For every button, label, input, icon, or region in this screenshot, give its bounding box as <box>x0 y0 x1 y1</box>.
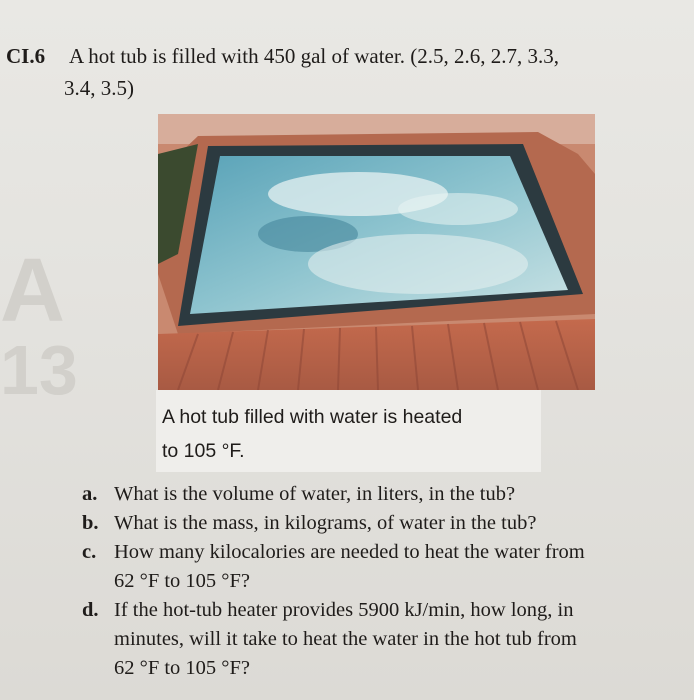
question-text: minutes, will it take to heat the water in the hot tub from <box>114 628 577 650</box>
problem-number: CI.6 <box>6 44 46 68</box>
problem-statement: A hot tub is filled with 450 gal of water. (2.5, 2.6, 2.7, 3.3, <box>69 44 559 68</box>
caption-line: to 105 °F. <box>162 440 245 462</box>
problem-statement-continued: 3.4, 3.5) <box>64 76 134 100</box>
question-text: How many kilocalories are needed to heat the water from <box>114 541 585 563</box>
question-text: 62 °F to 105 °F? <box>114 570 250 592</box>
question-letter: d. <box>82 599 99 621</box>
question-d <box>82 596 682 683</box>
question-a <box>82 480 682 509</box>
question-text: 62 °F to 105 °F? <box>114 657 250 679</box>
question-text: If the hot-tub heater provides 5900 kJ/min, how long, in <box>114 599 574 621</box>
question-c <box>82 538 682 596</box>
question-letter: c. <box>82 541 97 563</box>
problem-header <box>6 42 559 71</box>
caption-line: A hot tub filled with water is heated <box>162 406 463 428</box>
question-text: What is the mass, in kilograms, of water in the tub? <box>114 512 537 534</box>
hot-tub-illustration <box>158 114 595 390</box>
background-bleed-text: A <box>0 241 65 341</box>
question-text: What is the volume of water, in liters, in the tub? <box>114 483 516 505</box>
question-list <box>82 480 682 683</box>
background-bleed-text: 13 <box>0 331 78 409</box>
figure-caption <box>156 390 541 472</box>
hot-tub-photo <box>158 114 595 390</box>
question-letter: a. <box>82 483 98 505</box>
question-b <box>82 509 682 538</box>
question-letter: b. <box>82 512 99 534</box>
